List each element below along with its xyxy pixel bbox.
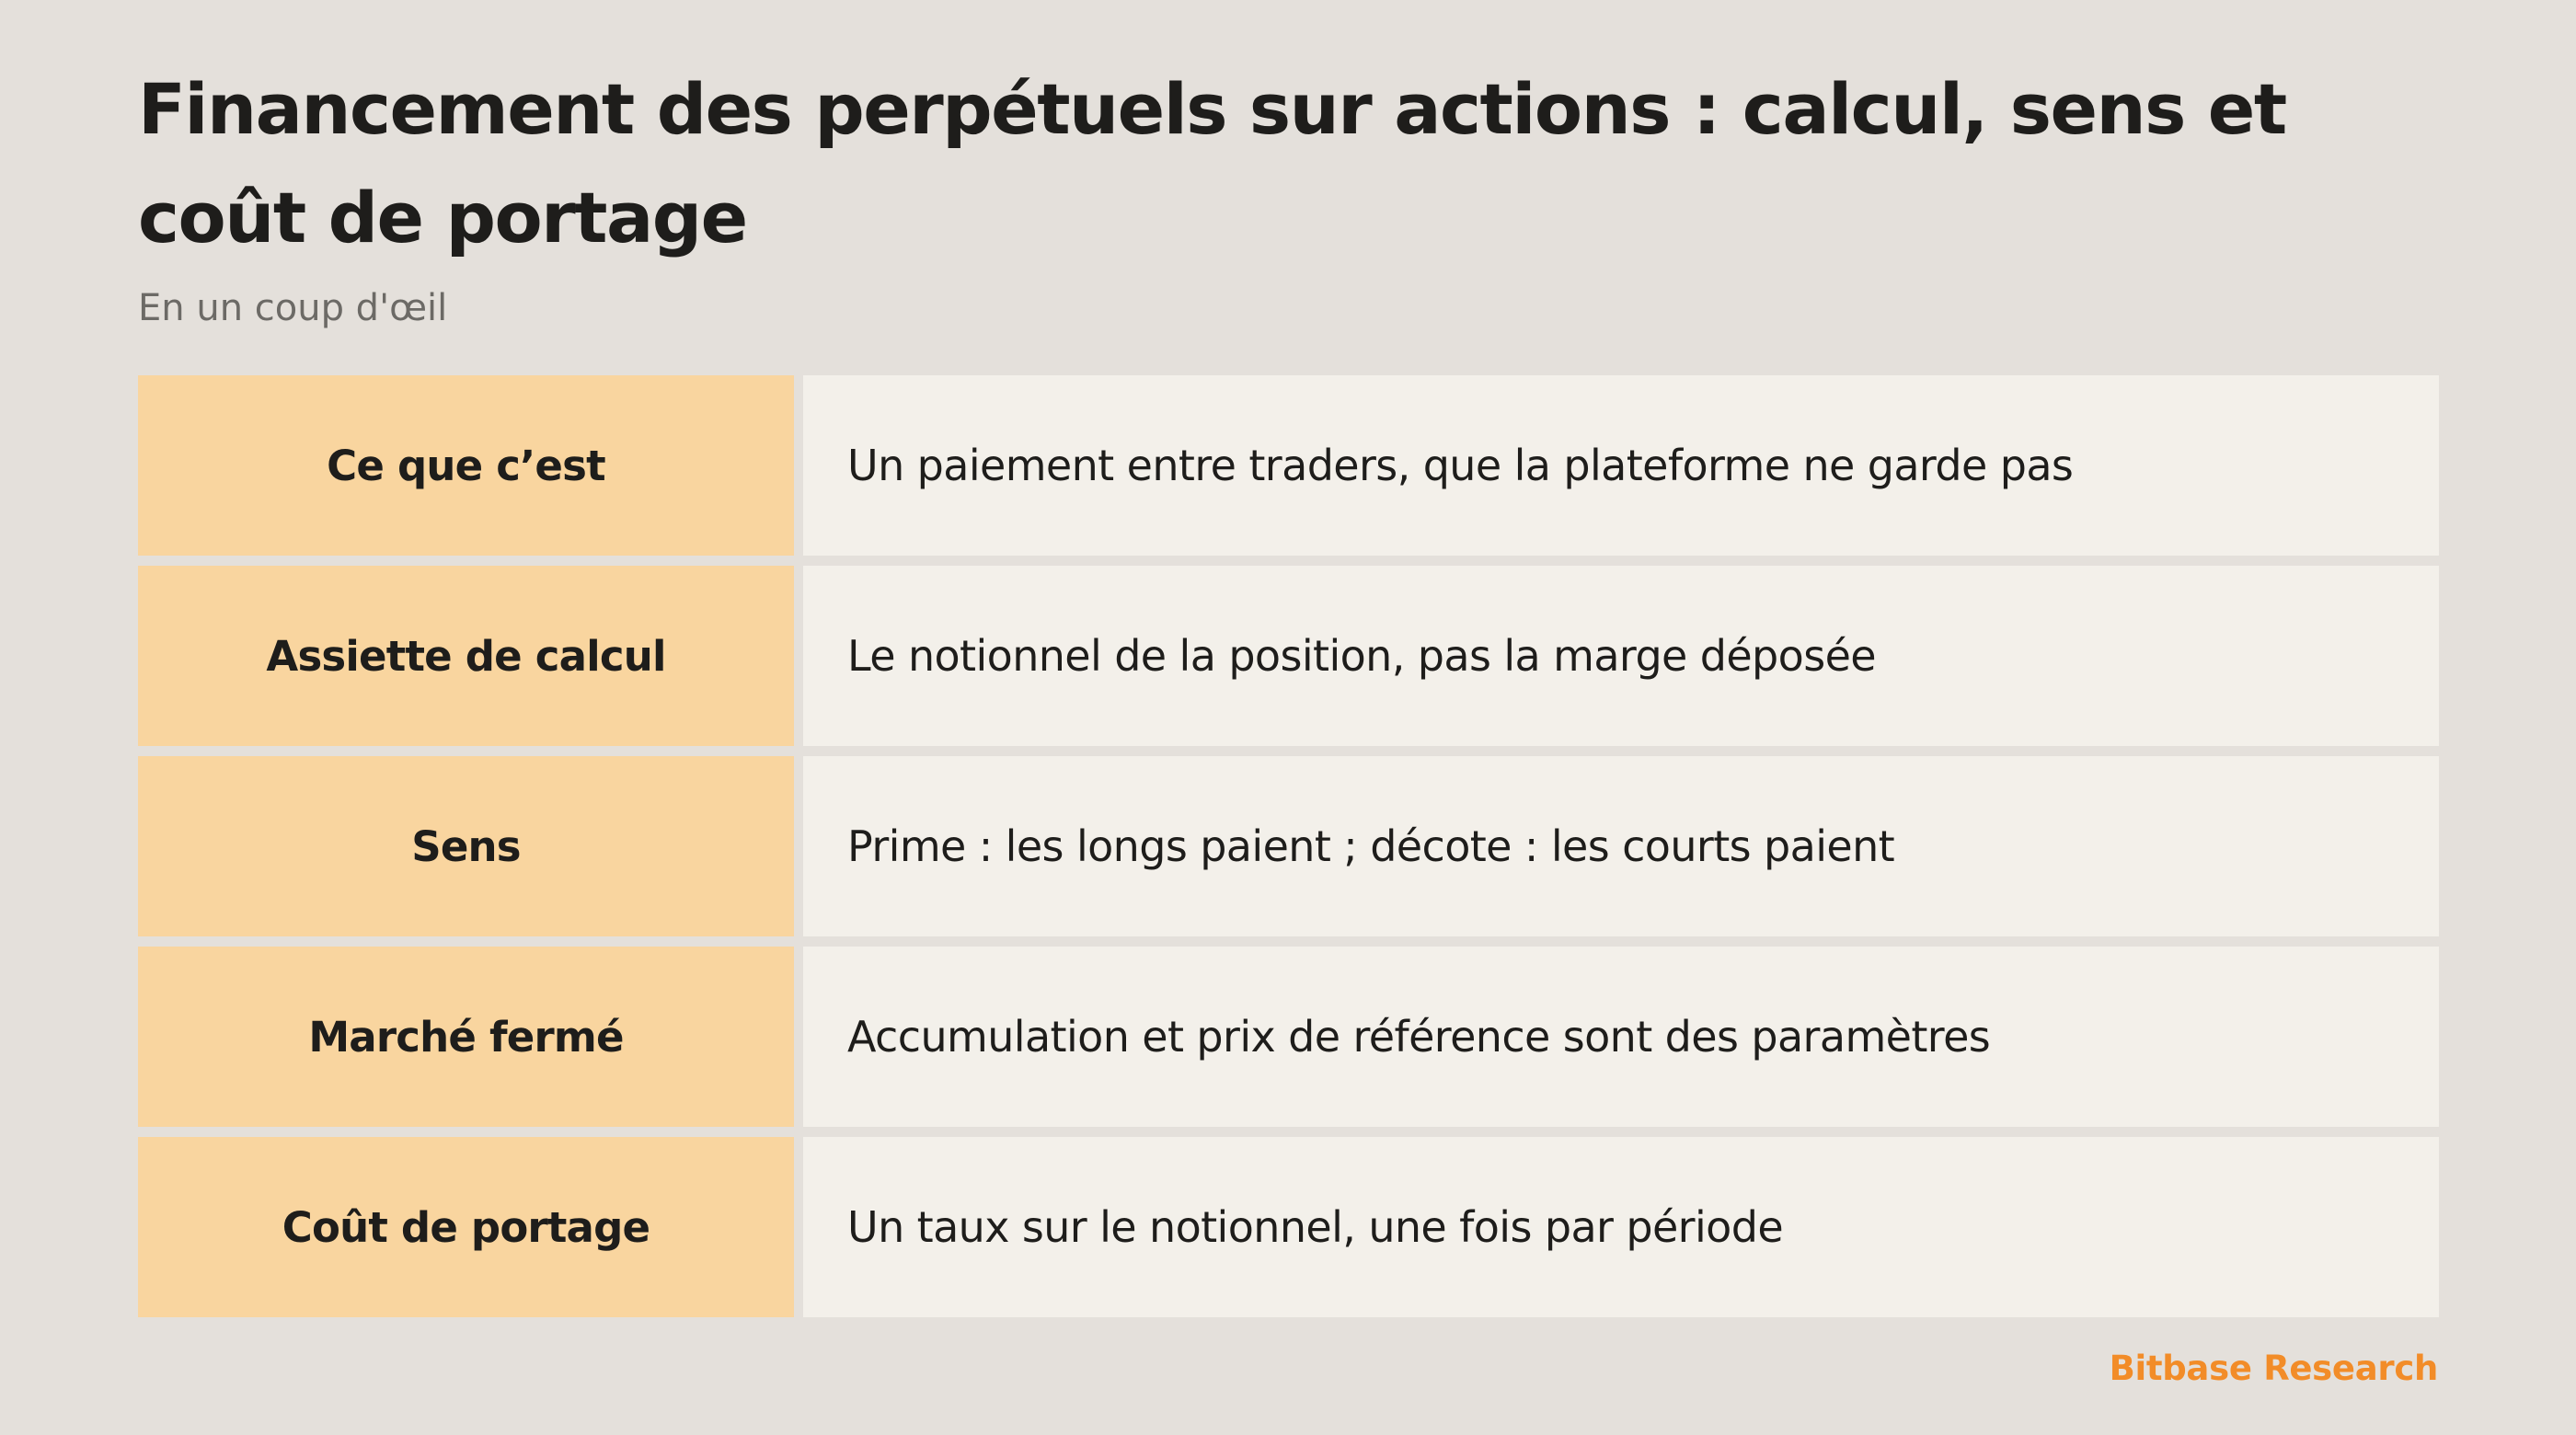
table-row xyxy=(138,947,2439,1127)
row-label: Sens xyxy=(138,756,794,936)
summary-table xyxy=(138,375,2439,1317)
row-label: Ce que c’est xyxy=(138,375,794,556)
row-value: Prime : les longs paient ; décote : les courts paient xyxy=(803,756,2439,936)
page-subtitle: En un coup d'œil xyxy=(138,287,448,329)
row-value: Un taux sur le notionnel, une fois par période xyxy=(803,1137,2439,1317)
table-row xyxy=(138,375,2439,556)
header xyxy=(138,55,2439,331)
table-row xyxy=(138,1137,2439,1317)
page-title: Financement des perpétuels sur actions : calcul, sens et coût de portage xyxy=(138,68,2286,258)
row-label: Coût de portage xyxy=(138,1137,794,1317)
brand-logo-text: Bitbase Research xyxy=(2109,1349,2438,1388)
row-label: Assiette de calcul xyxy=(138,566,794,746)
row-label: Marché fermé xyxy=(138,947,794,1127)
row-value: Un paiement entre traders, que la plateforme ne garde pas xyxy=(803,375,2439,556)
row-value: Accumulation et prix de référence sont des paramètres xyxy=(803,947,2439,1127)
table-row xyxy=(138,756,2439,936)
table-row xyxy=(138,566,2439,746)
row-value: Le notionnel de la position, pas la marge déposée xyxy=(803,566,2439,746)
